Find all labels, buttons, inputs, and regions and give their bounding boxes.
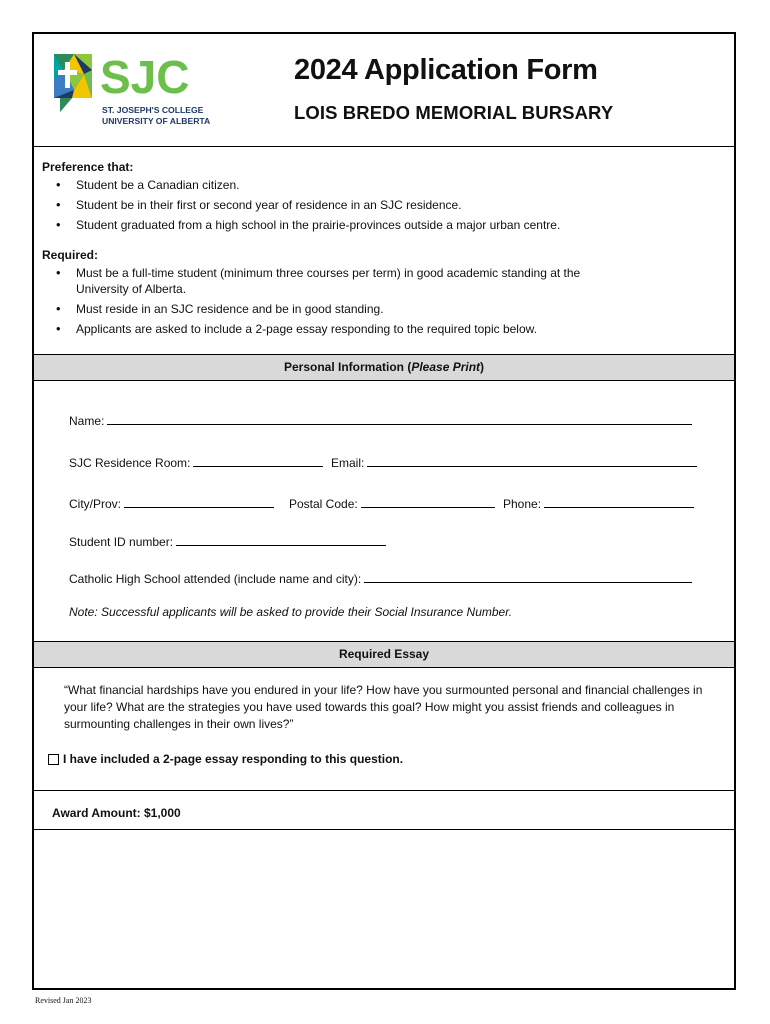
preference-item: • Student graduated from a high school in the prairie-provinces outside a major urban centre.	[76, 217, 560, 233]
preference-item: • Student be in their first or second year of residence in an SJC residence.	[76, 197, 560, 213]
award-amount: Award Amount: $1,000	[52, 806, 181, 820]
preference-heading: Preference that:	[42, 160, 134, 174]
logo-wordmark: SJC	[100, 51, 190, 103]
form-header	[34, 34, 734, 147]
postal-code-field[interactable]	[289, 495, 495, 511]
student-id-line[interactable]	[176, 533, 386, 546]
city-prov-label: City/Prov:	[69, 497, 122, 511]
please-print-label: Please Print	[411, 360, 481, 374]
city-prov-line[interactable]	[124, 495, 274, 508]
student-id-label: Student ID number:	[69, 535, 174, 549]
phone-line[interactable]	[544, 495, 694, 508]
divider	[34, 829, 734, 830]
required-section	[42, 248, 616, 341]
residence-room-field[interactable]	[69, 454, 323, 470]
preference-section	[42, 160, 560, 237]
revision-note: Revised Jan 2023	[35, 996, 92, 1005]
essay-question: “What financial hardships have you endured in your life? How have you surmounted personal and financial challenges in your life? What are the strategies you have used towards this goal? How might you assist friends and colleagues in surmounting challenges in their own lives?”	[64, 683, 703, 731]
required-item: • Must reside in an SJC residence and be in good standing.	[76, 301, 616, 317]
personal-info-bar	[34, 354, 734, 381]
high-school-field[interactable]	[69, 570, 692, 586]
city-prov-field[interactable]	[69, 495, 274, 511]
required-heading: Required:	[42, 248, 99, 262]
personal-info-label-end: )	[480, 360, 485, 374]
name-field[interactable]	[69, 412, 692, 428]
phone-field[interactable]	[503, 495, 694, 511]
high-school-line[interactable]	[364, 570, 692, 583]
logo-subtitle-2: UNIVERSITY OF ALBERTA	[102, 116, 211, 126]
essay-checkbox-row[interactable]	[48, 752, 403, 766]
email-line[interactable]	[367, 454, 697, 467]
residence-room-label: SJC Residence Room:	[69, 456, 191, 470]
divider	[34, 790, 734, 791]
email-field[interactable]	[331, 454, 697, 470]
required-essay-bar: Required Essay	[34, 641, 734, 668]
form-title: 2024 Application Form	[294, 54, 598, 86]
high-school-label: Catholic High School attended (include name and city):	[69, 572, 362, 586]
name-line[interactable]	[107, 412, 692, 425]
preference-item: • Student be a Canadian citizen.	[76, 177, 560, 193]
student-id-field[interactable]	[69, 533, 386, 549]
postal-code-label: Postal Code:	[289, 497, 358, 511]
phone-label: Phone:	[503, 497, 542, 511]
sin-note: Note: Successful applicants will be asked to provide their Social Insurance Number.	[69, 605, 513, 619]
essay-checkbox-label: I have included a 2-page essay responding to this question.	[63, 752, 404, 766]
personal-info-label: Personal Information (	[283, 360, 412, 374]
sjc-logo	[52, 50, 242, 132]
essay-checkbox[interactable]	[48, 754, 59, 765]
bursary-name: LOIS BREDO MEMORIAL BURSARY	[294, 102, 614, 123]
logo-subtitle-1: ST. JOSEPH'S COLLEGE	[102, 105, 204, 115]
name-label: Name:	[69, 414, 105, 428]
residence-room-line[interactable]	[193, 454, 323, 467]
form-frame	[32, 32, 736, 990]
email-label: Email:	[331, 456, 365, 470]
postal-code-line[interactable]	[361, 495, 495, 508]
required-item: • Must be a full-time student (minimum three courses per term) in good academic standing at the University of Alberta.	[76, 265, 616, 297]
required-item: • Applicants are asked to include a 2-page essay responding to the required topic below.	[76, 321, 616, 337]
